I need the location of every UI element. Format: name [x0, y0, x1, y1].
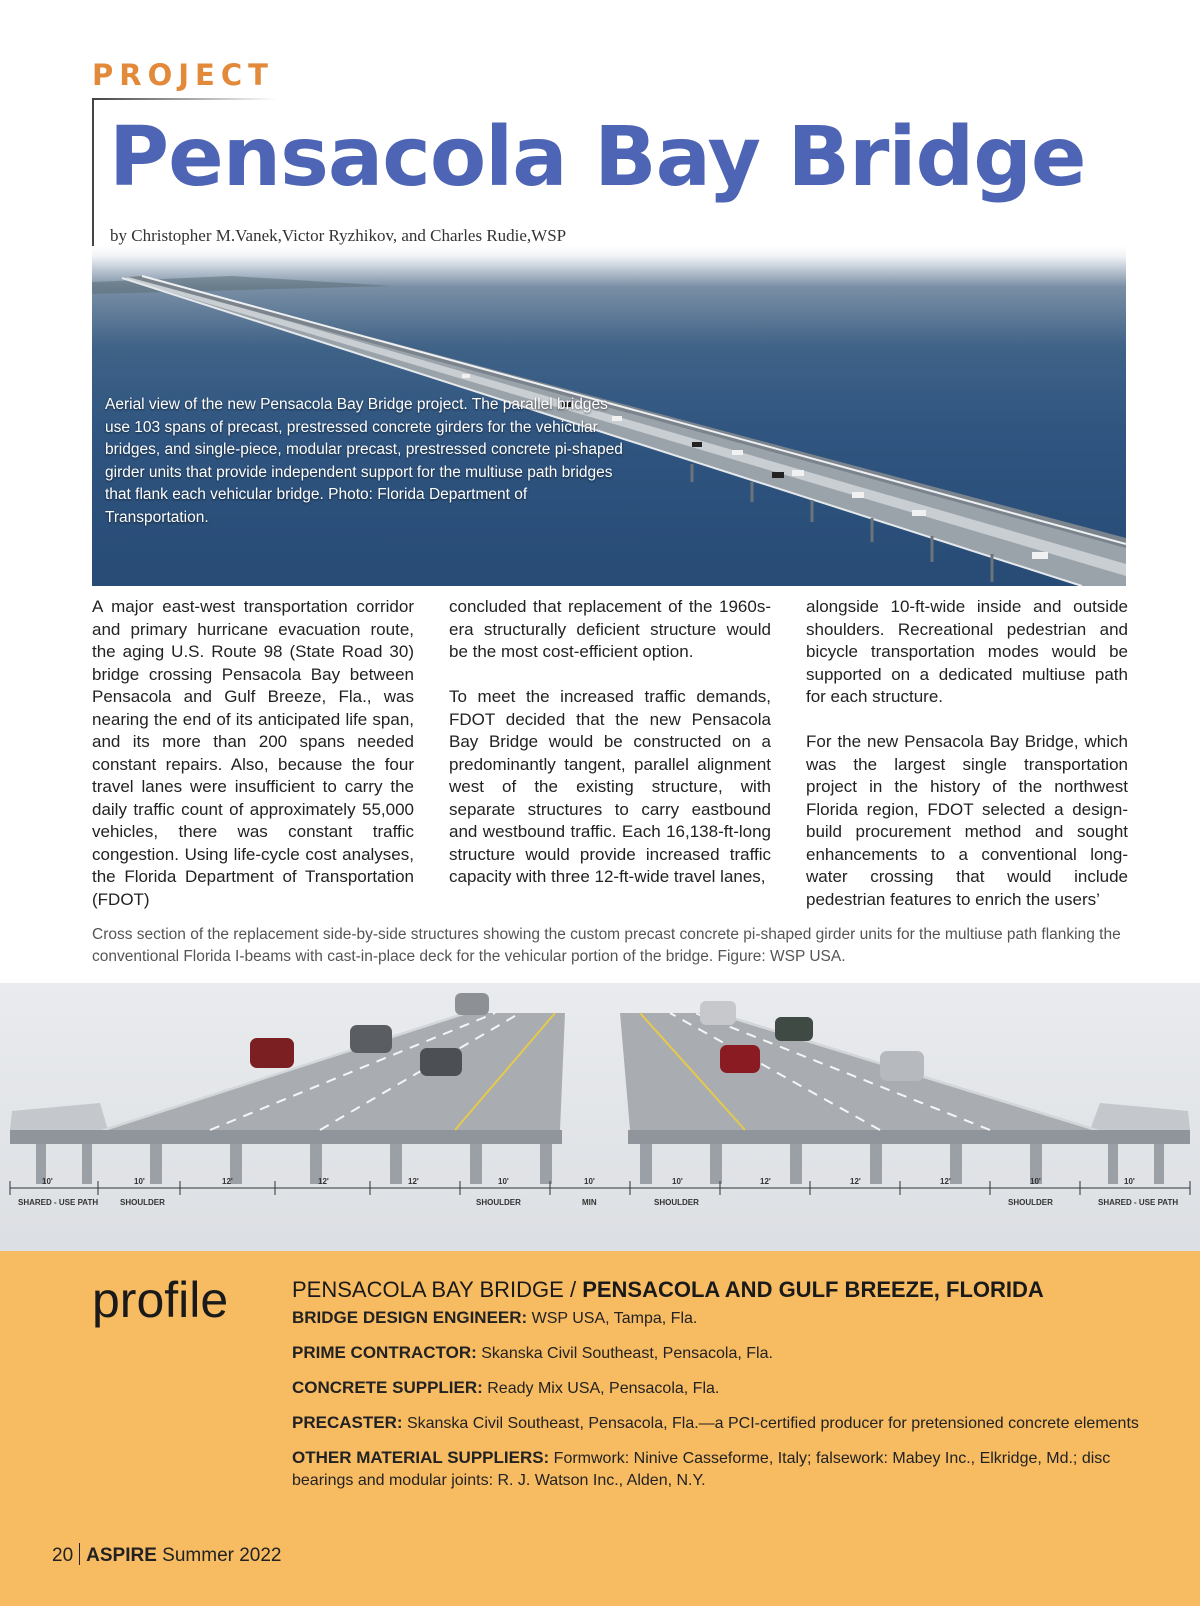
- article-title: Pensacola Bay Bridge: [109, 110, 1086, 205]
- dim-label: SHOULDER: [654, 1198, 699, 1207]
- paragraph: For the new Pensacola Bay Bridge, which was the largest single transportation project in the history of the northwest Florida region, FDOT selected a design-build procurement method and sought enhancements to a conventional long-water crossing that would include pedestrian features to enrich the users’: [806, 732, 1128, 909]
- dim-label: MIN: [582, 1198, 597, 1207]
- project-location: PENSACOLA AND GULF BREEZE, FLORIDA: [582, 1277, 1044, 1302]
- cross-section-figure: [0, 983, 1200, 1251]
- profile-item-key: PRECASTER:: [292, 1413, 403, 1432]
- dim-label: SHARED - USE PATH: [1098, 1198, 1179, 1207]
- paragraph: alongside 10-ft-wide inside and outside shoulders. Recreational pedestrian and bicycle transportation modes would be supported on a dedicated multiuse path for each structure.: [806, 597, 1128, 706]
- figure-caption: Cross section of the replacement side-by-side structures showing the custom precast concrete pi-shaped girder units for the multiuse path flanking the conventional Florida I-beams with cast-in-place deck for the vehicular portion of the bridge. Figure: WSP USA.: [92, 926, 1121, 965]
- issue-label: Summer 2022: [156, 1545, 282, 1566]
- profile-item-key: OTHER MATERIAL SUPPLIERS:: [292, 1448, 550, 1467]
- dim-value: 10': [672, 1177, 683, 1186]
- dim-value: 12': [318, 1177, 329, 1186]
- dim-value: 12': [940, 1177, 951, 1186]
- dim-value: 10': [134, 1177, 145, 1186]
- project-name: PENSACOLA BAY BRIDGE /: [292, 1277, 583, 1302]
- paragraph: concluded that replacement of the 1960s-era structurally deficient structure would be the most cost-efficient option.: [449, 597, 771, 661]
- byline: by Christopher M.Vanek,Victor Ryzhikov, and Charles Rudie,WSP: [110, 226, 567, 245]
- magazine-name: ASPIRE: [86, 1545, 157, 1566]
- title-rule: [92, 98, 94, 248]
- profile-project-title: [292, 1277, 1172, 1303]
- profile-item-key: PRIME CONTRACTOR:: [292, 1343, 477, 1362]
- body-column-1: [92, 596, 414, 934]
- dim-label: SHARED - USE PATH: [18, 1198, 99, 1207]
- profile-item-value: Formwork: Ninive Casseforme, Italy; falsework: Mabey Inc., Elkridge, Md.; disc bearings and modular joints: R. J. Watson Inc., Alden, N.Y.: [292, 1450, 1111, 1489]
- profile-item: [292, 1377, 1172, 1400]
- dim-value: 10': [584, 1177, 595, 1186]
- body-column-3: [806, 596, 1128, 934]
- cross-section-illustration: [0, 983, 1200, 1251]
- dim-label: SHOULDER: [476, 1198, 521, 1207]
- profile-item-value: Skanska Civil Southeast, Pensacola, Fla.: [476, 1345, 773, 1362]
- dim-value: 12': [760, 1177, 771, 1186]
- dim-value: 12': [222, 1177, 233, 1186]
- dim-label: SHOULDER: [1008, 1198, 1053, 1207]
- profile-item: [292, 1342, 1172, 1365]
- profile-details: [292, 1277, 1172, 1504]
- profile-item: [292, 1447, 1172, 1492]
- hero-photo: [92, 246, 1126, 586]
- profile-item-value: Skanska Civil Southeast, Pensacola, Fla.—a PCI-certified producer for pretensioned concrete elements: [402, 1415, 1139, 1432]
- dim-value: 12': [850, 1177, 861, 1186]
- dim-value: 10': [1124, 1177, 1135, 1186]
- profile-item: [292, 1412, 1172, 1435]
- dim-value: 10': [498, 1177, 509, 1186]
- photo-caption: Aerial view of the new Pensacola Bay Bridge project. The parallel bridges use 103 spans of precast, prestressed concrete girders for the vehicular bridges, and single-piece, modular precast, prestressed concrete pi-shaped girder units that provide independent support for the multiuse path bridges that flank each vehicular bridge. Photo: Florida Department of Transportation.: [105, 396, 623, 526]
- section-label: PROJECT: [92, 58, 274, 92]
- dimension-labels: [18, 1177, 1178, 1207]
- page-number: 20: [52, 1545, 74, 1566]
- title-rule-top: [92, 98, 277, 100]
- profile-item-key: CONCRETE SUPPLIER:: [292, 1378, 483, 1397]
- profile-item-value: Ready Mix USA, Pensacola, Fla.: [482, 1380, 720, 1397]
- profile-item-value: WSP USA, Tampa, Fla.: [527, 1310, 698, 1327]
- paragraph: To meet the increased traffic demands, FDOT decided that the new Pensacola Bay Bridge would be constructed on a predominantly tangent, parallel alignment west of the existing structure, with separate structures to carry eastbound and westbound traffic. Each 16,138-ft-long structure would provide increased traffic capacity with three 12-ft-wide travel lanes,: [449, 687, 771, 886]
- profile-box: [0, 1251, 1200, 1606]
- dim-value: 10': [42, 1177, 53, 1186]
- dim-value: 10': [1030, 1177, 1041, 1186]
- body-column-2: [449, 596, 771, 911]
- profile-item: [292, 1307, 1172, 1330]
- paragraph: A major east-west transportation corridor and primary hurricane evacuation route, the aging U.S. Route 98 (State Road 30) bridge crossing Pensacola Bay between Pensacola and Gulf Breeze, Fla., was nearing the end of its anticipated life span, and its more than 200 spans needed constant repairs. Also, because the four travel lanes were insufficient to carry the daily traffic count of approximately 55,000 vehicles, there was constant traffic congestion. Using life-cycle cost analyses, the Florida Department of Transportation (FDOT): [92, 597, 414, 909]
- profile-item-key: BRIDGE DESIGN ENGINEER:: [292, 1308, 528, 1327]
- page-footer: [52, 1543, 282, 1567]
- dim-value: 12': [408, 1177, 419, 1186]
- profile-heading: profile: [92, 1272, 229, 1328]
- dim-label: SHOULDER: [120, 1198, 165, 1207]
- footer-divider: [79, 1543, 80, 1565]
